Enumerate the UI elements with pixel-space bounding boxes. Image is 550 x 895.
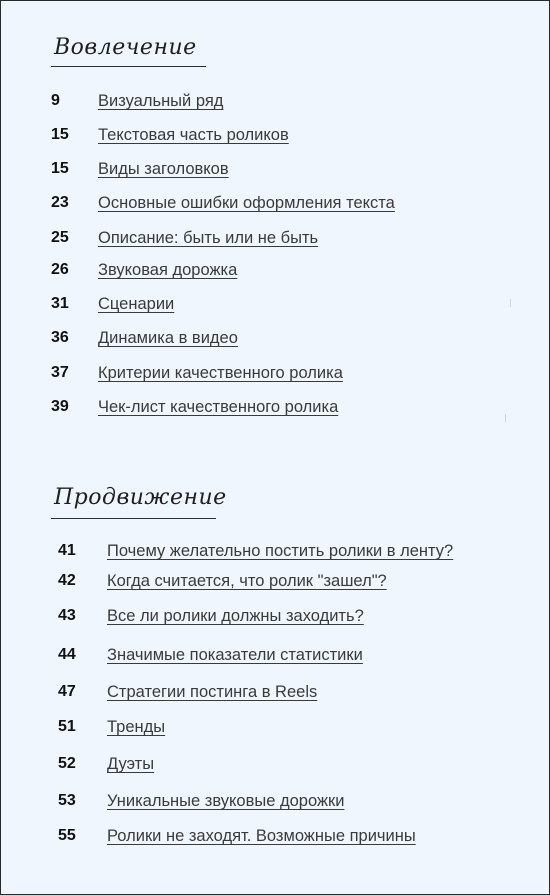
toc-page-number: 51 [58,718,76,735]
toc-link[interactable]: Критерии качественного ролика [98,364,343,382]
toc-item[interactable] [1,293,549,317]
toc-item[interactable] [1,124,549,148]
toc-page-number: 39 [51,398,69,415]
toc-page-number: 23 [51,194,69,211]
toc-link[interactable]: Стратегии постинга в Reels [107,683,318,701]
toc-item[interactable] [1,540,549,564]
toc-page-number: 9 [51,92,60,109]
toc-item[interactable] [1,790,549,814]
toc-item[interactable] [1,362,549,386]
toc-item[interactable] [1,158,549,182]
toc-item[interactable] [1,605,549,629]
toc-page-number: 43 [58,607,76,624]
toc-page-number: 55 [58,827,76,844]
toc-page-number: 15 [51,126,69,143]
toc-page-number: 47 [58,683,76,700]
toc-link[interactable]: Тренды [107,718,166,736]
toc-item[interactable] [1,825,549,849]
section-title-promotion: Продвижение [54,485,227,510]
toc-item[interactable] [1,90,549,114]
section-title-underline [51,518,216,519]
toc-link[interactable]: Основные ошибки оформления текста [98,194,395,212]
toc-page-number: 41 [58,542,76,559]
toc-link[interactable]: Значимые показатели статистики [107,646,363,664]
section-title-underline [51,66,206,67]
toc-page-number: 37 [51,364,69,381]
toc-link[interactable]: Описание: быть или не быть [98,229,319,247]
toc-item[interactable] [1,716,549,740]
toc-link[interactable]: Уникальные звуковые дорожки [107,792,345,810]
decorative-speck [505,414,506,422]
toc-page-number: 25 [51,229,69,246]
toc-link[interactable]: Звуковая дорожка [98,261,238,279]
section-title-engagement: Вовлечение [54,35,197,60]
toc-item[interactable] [1,227,549,251]
toc-link[interactable]: Все ли ролики должны заходить? [107,607,364,625]
toc-item[interactable] [1,192,549,216]
toc-page-number: 15 [51,160,69,177]
toc-page-number: 44 [58,646,76,663]
toc-page-number: 53 [58,792,76,809]
toc-link[interactable]: Текстовая часть роликов [98,126,289,144]
toc-link[interactable]: Чек-лист качественного ролика [98,398,339,416]
toc-item[interactable] [1,396,549,420]
toc-item[interactable] [1,644,549,668]
decorative-speck [510,299,511,307]
toc-link[interactable]: Динамика в видео [98,329,238,347]
toc-page-number: 36 [51,329,69,346]
toc-item[interactable] [1,570,549,594]
toc-page-number: 52 [58,755,76,772]
toc-item[interactable] [1,753,549,777]
toc-item[interactable] [1,259,549,283]
toc-page-number: 42 [58,572,76,589]
toc-page-number: 31 [51,295,69,312]
toc-item[interactable] [1,327,549,351]
toc-link[interactable]: Визуальный ряд [98,92,224,110]
toc-link[interactable]: Виды заголовков [98,160,229,178]
toc-link[interactable]: Когда считается, что ролик "зашел"? [107,572,387,590]
toc-item[interactable] [1,681,549,705]
toc-link[interactable]: Сценарии [98,295,175,313]
toc-page-number: 26 [51,261,69,278]
toc-link[interactable]: Ролики не заходят. Возможные причины [107,827,416,845]
toc-link[interactable]: Почему желательно постить ролики в ленту? [107,542,454,560]
toc-link[interactable]: Дуэты [107,755,155,773]
